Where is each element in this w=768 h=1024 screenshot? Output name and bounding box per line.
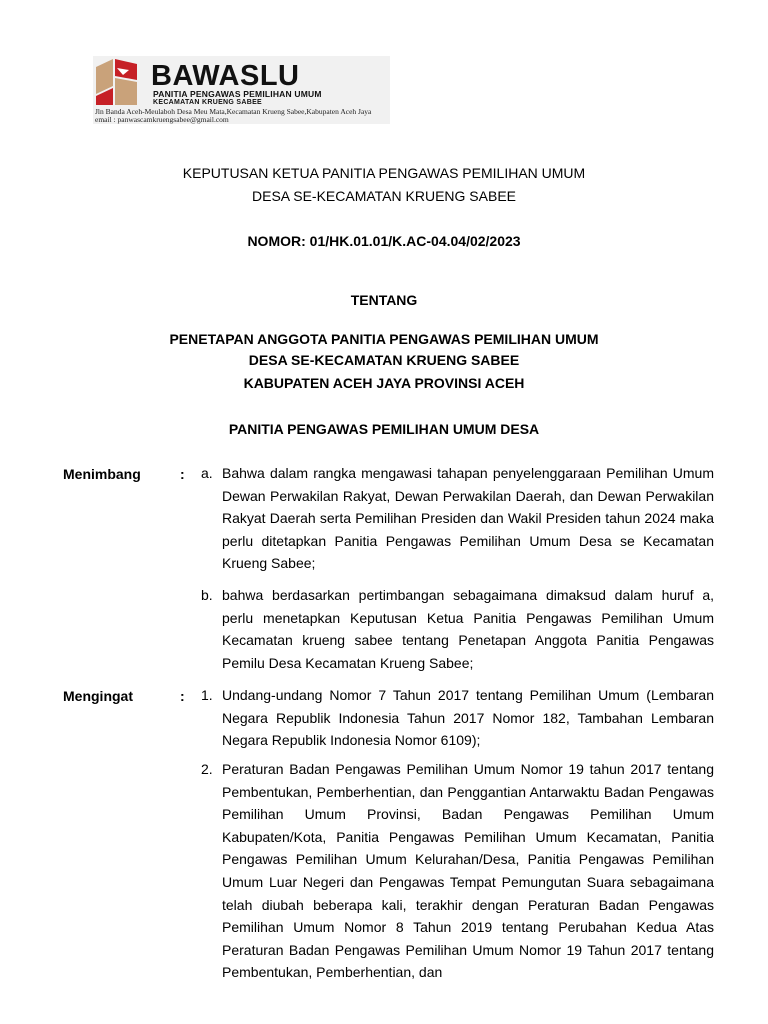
brand-name: BAWASLU	[151, 60, 300, 92]
about-heading: TENTANG	[350, 292, 418, 308]
mengingat-label: Mengingat	[63, 688, 133, 704]
menimbang-colon: :	[180, 466, 185, 482]
mengingat-colon: :	[180, 688, 185, 704]
decree-number: NOMOR: 01/HK.01.01/K.AC-04.04/02/2023	[247, 233, 521, 249]
menimbang-item-a: Bahwa dalam rangka mengawasi tahapan penyelenggaraan Pemilihan Umum Dewan Perwakilan Rakyat, Dewan Perwakilan Daerah, dan Dewan Perwakilan Rakyat Daerah serta Pemilihan Presiden dan Wakil Presiden tahun 2024 maka perlu ditetapkan Panitia Pengawas Pemilihan Umum Desa se Kecamatan Krueng Sabee;	[222, 465, 714, 572]
list-marker: a.	[201, 465, 213, 481]
decree-title-line2: DESA SE-KECAMATAN KRUENG SABEE	[252, 188, 516, 204]
list-marker: 2.	[201, 761, 213, 777]
brand-subtitle: PANITIA PENGAWAS PEMILIHAN UMUM	[153, 89, 322, 99]
list-marker: 1.	[201, 687, 213, 703]
subject-line3: KABUPATEN ACEH JAYA PROVINSI ACEH	[243, 375, 525, 391]
decree-title-line1: KEPUTUSAN KETUA PANITIA PENGAWAS PEMILIHAN UMUM	[182, 165, 586, 181]
menimbang-item-b: bahwa berdasarkan pertimbangan sebagaimana dimaksud dalam huruf a, perlu menetapkan Keputusan Ketua Panitia Pengawas Pemilihan Umum Kecamatan krueng sabee tentang Penetapan Anggota Panitia Pengawas Pemilu Desa Kecamatan Krueng Sabee;	[222, 587, 714, 671]
subject-line2: DESA SE-KECAMATAN KRUENG SABEE	[248, 352, 520, 368]
office-email: email : panwascamkruengsabee@gmail.com	[95, 115, 229, 124]
issuer-heading: PANITIA PENGAWAS PEMILIHAN UMUM DESA	[228, 421, 540, 437]
menimbang-label: Menimbang	[63, 466, 141, 482]
office-address: Jln Banda Aceh-Meulaboh Desa Meu Mata,Kecamatan Krueng Sabee,Kabupaten Aceh Jaya	[95, 107, 372, 116]
letterhead	[93, 56, 390, 124]
brand-district: KECAMATAN KRUENG SABEE	[153, 99, 263, 106]
bawaslu-logo-icon	[93, 56, 145, 107]
mengingat-item-2: Peraturan Badan Pengawas Pemilihan Umum Nomor 19 tahun 2017 tentang Pembentukan, Pemberhentian, dan Penggantian Antarwaktu Badan Pengawas Pemilihan Umum Provinsi, Badan Pengawas Pemilihan Umum Kabupaten/Kota, Panitia Pengawas Pemilihan Umum Kecamatan, Panitia Pengawas Pemilihan Umum Kelurahan/Desa, Panitia Pengawas Pemilihan Umum Luar Negeri dan Pengawas Tempat Pemungutan Suara sebagaimana telah diubah beberapa kali, terakhir dengan Peraturan Badan Pengawas Pemilihan Umum Nomor 8 Tahun 2019 tentang Perubahan Kedua Atas Peraturan Badan Pengawas Pemilihan Umum Nomor 19 Tahun 2017 tentang Pembentukan, Pemberhentian, dan	[222, 761, 714, 981]
list-marker: b.	[201, 587, 213, 603]
mengingat-item-1: Undang-undang Nomor 7 Tahun 2017 tentang Pemilihan Umum (Lembaran Negara Republik Indonesia Tahun 2017 Nomor 182, Tambahan Lembaran Negara Republik Indonesia Nomor 6109);	[222, 687, 714, 749]
subject-line1: PENETAPAN ANGGOTA PANITIA PENGAWAS PEMILIHAN UMUM	[169, 331, 599, 347]
